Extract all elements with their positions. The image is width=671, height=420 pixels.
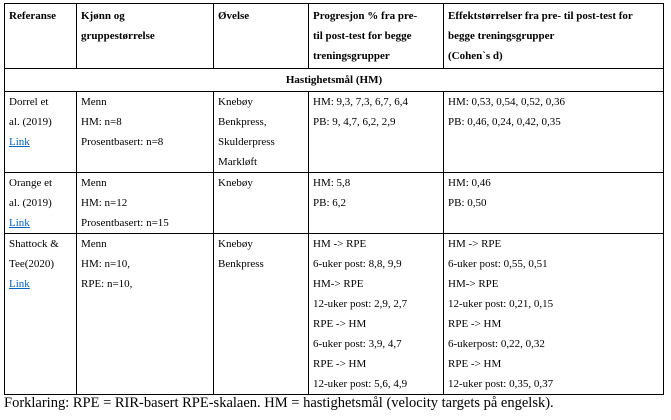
- cell-progression-line: PB: 6,2: [313, 197, 347, 209]
- header-progression-line: Progresjon % fra pre-: [313, 10, 418, 22]
- cell-gender-line: Menn: [81, 177, 107, 189]
- cell-ref-line: Orange et: [9, 177, 53, 189]
- cell-progression: [309, 92, 444, 173]
- header-exercise-text: Øvelse: [218, 10, 250, 22]
- cell-progression-line: HM: 5,8: [313, 177, 351, 189]
- reference-link[interactable]: Link: [9, 278, 30, 290]
- cell-ref-line: al. (2019): [9, 116, 52, 128]
- results-table: [4, 3, 664, 395]
- cell-exercise-line: Benkpress: [218, 258, 264, 270]
- cell-progression: [309, 234, 444, 395]
- cell-gender: [77, 92, 214, 173]
- cell-gender-line: Menn: [81, 96, 107, 108]
- cell-ref: [5, 92, 77, 173]
- cell-gender-line: Menn: [81, 238, 107, 250]
- cell-exercise-line: Knebøy: [218, 177, 253, 189]
- table-caption: Forklaring: RPE = RIR-basert RPE-skalaen. HM = hastighetsmål (velocity targets på engelsk).: [4, 395, 554, 411]
- cell-effect: [444, 234, 664, 395]
- cell-exercise-line: Knebøy: [218, 96, 253, 108]
- cell-effect-line: 6-uker post: 0,55, 0,51: [448, 258, 548, 270]
- header-gender-line: Kjønn og: [81, 10, 125, 22]
- cell-ref-line: Dorrel et: [9, 96, 49, 108]
- cell-exercise: [214, 173, 309, 234]
- table-row: [5, 92, 664, 173]
- header-effect: [444, 4, 664, 69]
- cell-exercise: [214, 92, 309, 173]
- header-progression-line: til post-test for begge: [313, 30, 412, 42]
- cell-gender: [77, 234, 214, 395]
- header-effect-line: begge treningsgrupper: [448, 30, 555, 42]
- header-gender: [77, 4, 214, 69]
- cell-effect-line: 12-uker post: 0,35, 0,37: [448, 378, 554, 390]
- cell-progression-line: HM: 9,3, 7,3, 6,7, 6,4: [313, 96, 409, 108]
- header-ref-text: Referanse: [9, 10, 57, 22]
- cell-progression-line: 6-uker post: 3,9, 4,7: [313, 338, 402, 350]
- cell-gender-line: HM: n=10,: [81, 258, 130, 270]
- section-title: Hastighetsmål (HM): [5, 69, 664, 92]
- cell-ref-line: Shattock &: [9, 238, 59, 250]
- cell-progression-line: RPE -> HM: [313, 318, 367, 330]
- cell-gender-line: HM: n=12: [81, 197, 128, 209]
- cell-progression-line: HM -> RPE: [313, 238, 367, 250]
- cell-exercise-line: Markløft: [218, 156, 258, 168]
- header-progression-line: treningsgrupper: [313, 50, 390, 62]
- cell-effect-line: PB: 0,50: [448, 197, 487, 209]
- header-progression: [309, 4, 444, 69]
- cell-effect-line: RPE -> HM: [448, 358, 502, 370]
- cell-exercise-line: Skulderpress: [218, 136, 275, 148]
- cell-progression-line: 12-uker post: 2,9, 2,7: [313, 298, 408, 310]
- table-row: [5, 173, 664, 234]
- cell-effect-line: HM: 0,53, 0,54, 0,52, 0,36: [448, 96, 566, 108]
- cell-ref: [5, 234, 77, 395]
- header-exercise: [214, 4, 309, 69]
- header-gender-line: gruppestørrelse: [81, 30, 155, 42]
- table-row: [5, 234, 664, 395]
- cell-effect-line: RPE -> HM: [448, 318, 502, 330]
- reference-link[interactable]: Link: [9, 217, 30, 229]
- cell-exercise-line: Benkpress,: [218, 116, 267, 128]
- cell-gender-line: Prosentbasert: n=15: [81, 217, 169, 229]
- cell-effect: [444, 92, 664, 173]
- table-body: [5, 92, 664, 395]
- cell-effect-line: PB: 0,46, 0,24, 0,42, 0,35: [448, 116, 561, 128]
- cell-effect-line: HM -> RPE: [448, 238, 502, 250]
- cell-effect-line: 6-ukerpost: 0,22, 0,32: [448, 338, 545, 350]
- cell-progression: [309, 173, 444, 234]
- cell-exercise-line: Knebøy: [218, 238, 253, 250]
- cell-progression-line: 6-uker post: 8,8, 9,9: [313, 258, 402, 270]
- cell-progression-line: 12-uker post: 5,6, 4,9: [313, 378, 408, 390]
- header-effect-line: Effektstørrelser fra pre- til post-test for: [448, 10, 633, 22]
- header-effect-line: (Cohen`s d): [448, 50, 503, 62]
- cell-progression-line: RPE -> HM: [313, 358, 367, 370]
- cell-gender-line: RPE: n=10,: [81, 278, 133, 290]
- cell-ref-line: al. (2019): [9, 197, 52, 209]
- cell-effect: [444, 173, 664, 234]
- cell-progression-line: PB: 9, 4,7, 6,2, 2,9: [313, 116, 396, 128]
- header-row: [5, 4, 664, 69]
- cell-gender-line: HM: n=8: [81, 116, 122, 128]
- cell-gender: [77, 173, 214, 234]
- cell-effect-line: HM: 0,46: [448, 177, 491, 189]
- cell-effect-line: 12-uker post: 0,21, 0,15: [448, 298, 554, 310]
- cell-progression-line: HM-> RPE: [313, 278, 364, 290]
- header-ref: [5, 4, 77, 69]
- cell-effect-line: HM-> RPE: [448, 278, 499, 290]
- cell-exercise: [214, 234, 309, 395]
- reference-link[interactable]: Link: [9, 136, 30, 148]
- cell-ref-line: Tee(2020): [9, 258, 55, 270]
- section-row: [5, 69, 664, 92]
- cell-ref: [5, 173, 77, 234]
- cell-gender-line: Prosentbasert: n=8: [81, 136, 164, 148]
